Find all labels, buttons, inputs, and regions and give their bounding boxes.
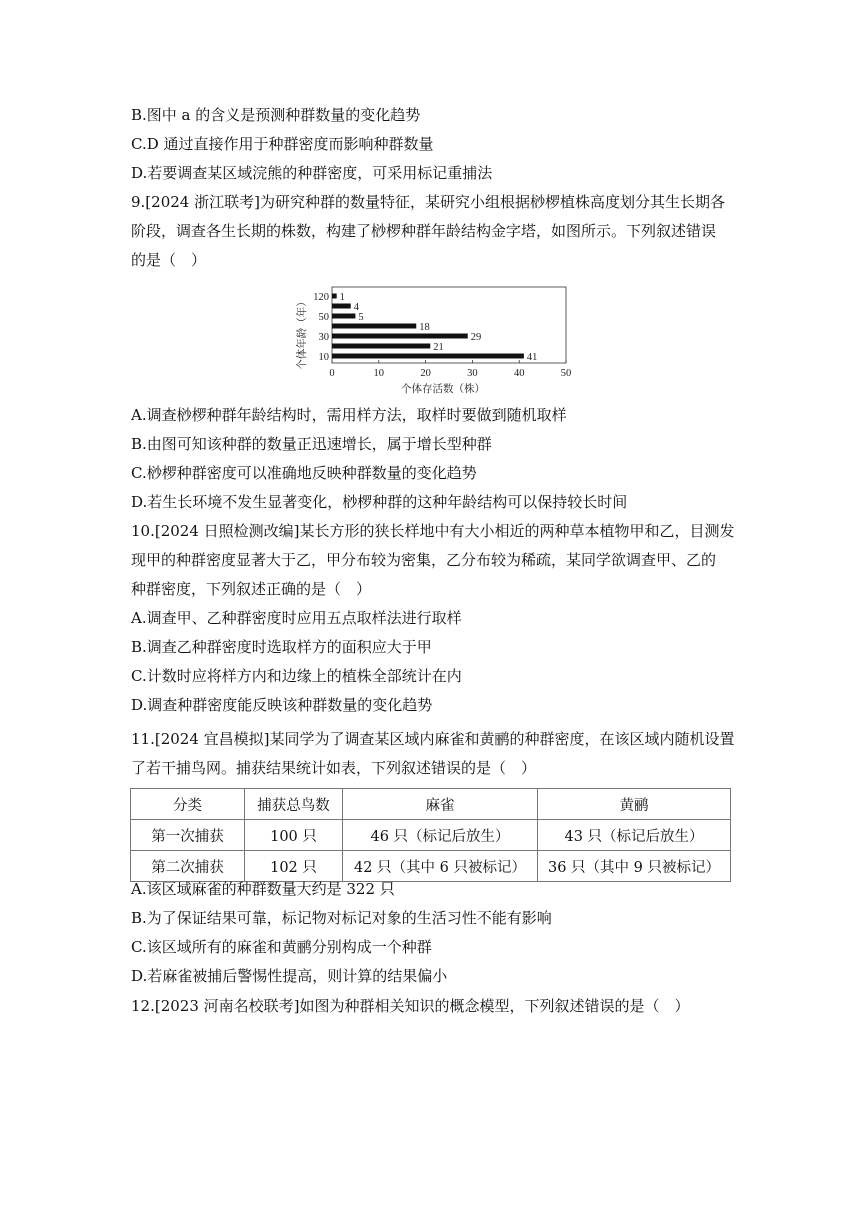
- q10-option-d: D.调查种群密度能反映该种群数量的变化趋势: [131, 696, 433, 714]
- y-tick-label: 50: [318, 312, 329, 323]
- q12-stem: 12.[2023 河南名校联考]如图为种群相关知识的概念模型，下列叙述错误的是（ ）: [131, 997, 690, 1015]
- chart-bar: [332, 304, 351, 309]
- line-3: D.若要调查某区域浣熊的种群密度，可采用标记重捕法: [131, 164, 493, 182]
- table-cell: 第一次捕获: [131, 820, 245, 851]
- q11-stem-1: 11.[2024 宜昌模拟]某同学为了调查某区域内麻雀和黄鹂的种群密度，在该区域内随机设置: [131, 730, 735, 748]
- y-tick-label: 10: [318, 352, 329, 363]
- chart-bar: [332, 334, 468, 339]
- chart-bar: [332, 344, 430, 349]
- line-6: 的是（ ）: [131, 251, 207, 269]
- bar-value-label: 5: [358, 312, 364, 323]
- chart-group: [295, 287, 571, 395]
- x-tick-label: 30: [467, 368, 478, 379]
- table-cell: 36 只（其中 9 只被标记）: [538, 851, 731, 882]
- table-cell: 42 只（其中 6 只被标记）: [343, 851, 538, 882]
- table-header-cell: 黄鹂: [538, 789, 731, 820]
- chart-bar: [332, 314, 355, 319]
- q10-option-b: B.调查乙种群密度时选取样方的面积应大于甲: [131, 638, 432, 656]
- q9-option-a: A.调查桫椤种群年龄结构时，需用样方法，取样时要做到随机取样: [131, 406, 567, 424]
- y-axis-label: 个体年龄（年）: [296, 296, 308, 370]
- bar-value-label: 41: [526, 352, 538, 363]
- q11-stem-2: 了若干捕鸟网。捕获结果统计如表，下列叙述错误的是（ ）: [131, 759, 537, 777]
- q10-stem-3: 种群密度，下列叙述正确的是（ ）: [131, 580, 372, 598]
- q11-option-c: C.该区域所有的麻雀和黄鹂分别构成一个种群: [131, 938, 432, 956]
- x-tick-label: 10: [373, 368, 385, 379]
- bar-value-label: 1: [339, 292, 345, 303]
- table-header-cell: 捕获总鸟数: [245, 789, 343, 820]
- table-header-cell: 分类: [131, 789, 245, 820]
- q10-stem-2: 现甲的种群密度显著大于乙，甲分布较为密集，乙分布较为稀疏，某同学欲调查甲、乙的: [131, 551, 717, 569]
- capture-table: [130, 788, 731, 882]
- y-tick-label: 120: [313, 292, 329, 303]
- q9-option-d: D.若生长环境不发生显著变化，桫椤种群的这种年龄结构可以保持较长时间: [131, 493, 628, 511]
- bar-value-label: 29: [470, 332, 482, 343]
- y-tick-label: 30: [318, 332, 329, 343]
- table-cell: 102 只: [245, 851, 343, 882]
- table-cell: 100 只: [245, 820, 343, 851]
- bar-value-label: 21: [433, 342, 444, 353]
- line-4: 9.[2024 浙江联考]为研究种群的数量特征，某研究小组根据桫椤植株高度划分其生长期各: [131, 193, 725, 211]
- table-row: [131, 851, 731, 882]
- table-cell: 第二次捕获: [131, 851, 245, 882]
- q11-option-d: D.若麻雀被捕后警惕性提高，则计算的结果偏小: [131, 967, 448, 985]
- q10-option-c: C.计数时应将样方内和边缘上的植株全部统计在内: [131, 667, 462, 685]
- q9-option-c: C.桫椤种群密度可以准确地反映种群数量的变化趋势: [131, 464, 477, 482]
- q10-stem-1: 10.[2024 日照检测改编]某长方形的狭长样地中有大小相近的两种草本植物甲和乙，目测发: [131, 522, 735, 540]
- chart-bar: [332, 294, 337, 299]
- chart-bar: [332, 354, 524, 359]
- q11-option-b: B.为了保证结果可靠，标记物对标记对象的生活习性不能有影响: [131, 909, 552, 927]
- age-structure-chart: [292, 283, 578, 399]
- bar-value-label: 4: [353, 302, 359, 313]
- x-tick-label: 50: [560, 368, 572, 379]
- table-cell: 43 只（标记后放生）: [538, 820, 731, 851]
- q11-option-a: A.该区域麻雀的种群数量大约是 322 只: [131, 880, 395, 898]
- table-row: [131, 820, 731, 851]
- q9-option-b: B.由图可知该种群的数量正迅速增长，属于增长型种群: [131, 435, 492, 453]
- line-1: B.图中 a 的含义是预测种群数量的变化趋势: [131, 106, 421, 124]
- x-tick-label: 20: [420, 368, 431, 379]
- q10-option-a: A.调查甲、乙种群密度时应用五点取样法进行取样: [131, 609, 462, 627]
- chart-bar: [332, 324, 416, 329]
- x-tick-label: 40: [513, 368, 525, 379]
- table-cell: 46 只（标记后放生）: [343, 820, 538, 851]
- table-header-row: [131, 789, 731, 820]
- line-5: 阶段，调查各生长期的株数，构建了桫椤种群年龄结构金字塔，如图所示。下列叙述错误: [131, 222, 717, 240]
- x-axis-label: 个体存活数（株）: [401, 383, 485, 395]
- table-header-cell: 麻雀: [343, 789, 538, 820]
- line-2: C.D 通过直接作用于种群密度而影响种群数量: [131, 135, 434, 153]
- bar-value-label: 18: [419, 322, 430, 333]
- x-tick-label: 0: [329, 368, 335, 379]
